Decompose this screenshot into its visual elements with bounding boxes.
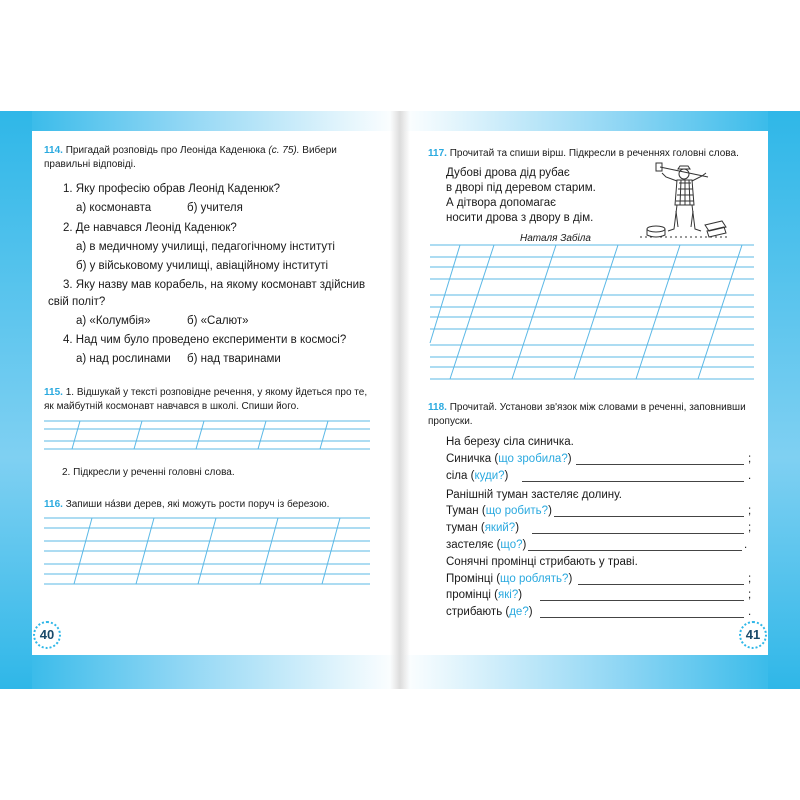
punctuation: . bbox=[744, 539, 748, 551]
ex117-instruction: 117. Прочитай та спиши вірш. Підкресли в реченнях головні слова. bbox=[428, 148, 739, 159]
gutter-shadow bbox=[390, 111, 400, 689]
punctuation: ; bbox=[748, 573, 752, 585]
top-band bbox=[400, 111, 800, 131]
gutter-shadow bbox=[400, 111, 410, 689]
question-2: 2. Де навчався Леонід Каденюк? bbox=[63, 222, 237, 234]
fill-row: Промінці (що роблять?) bbox=[446, 573, 573, 585]
fill-row: застеляє (що?) bbox=[446, 539, 527, 551]
answer-blank[interactable] bbox=[578, 584, 744, 585]
question-3: 3. Яку назву мав корабель, на якому космонавт здійснив bbox=[63, 279, 366, 291]
exercise-number: 117. bbox=[428, 148, 447, 159]
question-3-cont: свій політ? bbox=[48, 296, 106, 308]
ex118-instruction: 118. Прочитай. Установи зв'язок між словами в реченні, заповнивши пропуски. bbox=[428, 402, 746, 427]
sentence-2: Ранішній туман застеляє долину. bbox=[446, 489, 622, 501]
exercise-number: 115. bbox=[44, 387, 63, 398]
punctuation: ; bbox=[748, 505, 752, 517]
fill-row: сіла (куди?) bbox=[446, 470, 509, 482]
answer-blank[interactable] bbox=[532, 533, 744, 534]
left-page bbox=[0, 111, 400, 689]
handwriting-lines-117[interactable] bbox=[430, 243, 754, 387]
punctuation: ; bbox=[748, 522, 752, 534]
poem-line: Дубові дрова дід рубає bbox=[446, 167, 570, 179]
answer-1b[interactable]: б) учителя bbox=[187, 202, 243, 214]
sentence-3: Сонячні промінці стрибають у траві. bbox=[446, 556, 638, 568]
answer-blank[interactable] bbox=[540, 617, 744, 618]
left-frame bbox=[0, 111, 32, 689]
right-frame bbox=[768, 111, 800, 689]
bottom-band bbox=[0, 655, 400, 689]
exercise-number: 116. bbox=[44, 499, 63, 510]
answer-1a[interactable]: а) космонавта bbox=[76, 202, 152, 214]
answer-3b[interactable]: б) «Салют» bbox=[187, 315, 249, 327]
question-1: 1. Яку професію обрав Леонід Каденюк? bbox=[63, 183, 281, 195]
exercise-number: 118. bbox=[428, 402, 447, 413]
poem-line: носити дрова з двору в дім. bbox=[446, 212, 594, 224]
poem-line: в дворі під деревом старим. bbox=[446, 182, 596, 194]
fill-row: стрибають (де?) bbox=[446, 606, 533, 618]
answer-blank[interactable] bbox=[528, 550, 742, 551]
handwriting-lines-116[interactable] bbox=[44, 516, 370, 588]
answer-3a[interactable]: а) «Колумбія» bbox=[76, 315, 151, 327]
handwriting-lines-115[interactable] bbox=[44, 419, 370, 451]
answer-2a[interactable]: а) в медичному училищі, педагогічному інституті bbox=[76, 241, 335, 253]
ex115-task2: 2. Підкресли у реченні головні слова. bbox=[62, 467, 235, 478]
answer-4a[interactable]: а) над рослинами bbox=[76, 353, 171, 365]
punctuation: . bbox=[748, 470, 752, 482]
bottom-band bbox=[400, 655, 800, 689]
punctuation: ; bbox=[748, 589, 752, 601]
answer-2b[interactable]: б) у військовому училищі, авіаційному інституті bbox=[76, 260, 329, 272]
workbook-spread bbox=[0, 111, 800, 689]
answer-4b[interactable]: б) над тваринами bbox=[187, 353, 281, 365]
answer-blank[interactable] bbox=[554, 516, 744, 517]
ex114-instruction: 114. Пригадай розповідь про Леоніда Каденюка (с. 75). Вибери правильні відповіді. bbox=[44, 145, 337, 170]
poem-author: Наталя Забіла bbox=[520, 233, 591, 244]
answer-blank[interactable] bbox=[576, 464, 744, 465]
page-number: 41 bbox=[739, 621, 767, 649]
poem-line: А дітвора допомагає bbox=[446, 197, 556, 209]
exercise-number: 114. bbox=[44, 145, 63, 156]
fill-row: промінці (які?) bbox=[446, 589, 523, 601]
right-page bbox=[400, 111, 800, 689]
answer-blank[interactable] bbox=[540, 600, 744, 601]
ex115-instruction: 115. 1. Відшукай у тексті розповідне речення, у якому йдеться про те, як майбутній космонавт навчався в школі. Спиши його. bbox=[44, 387, 368, 412]
fill-row: Туман (що робить?) bbox=[446, 505, 552, 517]
ex116-instruction: 116. Запиши на́зви дерев, які можуть рости поруч із березою. bbox=[44, 499, 330, 510]
sentence-1: На березу сіла синичка. bbox=[446, 436, 574, 448]
fill-row: туман (який?) bbox=[446, 522, 520, 534]
answer-blank[interactable] bbox=[522, 481, 744, 482]
question-4: 4. Над чим було проведено експерименти в космосі? bbox=[63, 334, 347, 346]
top-band bbox=[0, 111, 400, 131]
page-number: 40 bbox=[33, 621, 61, 649]
grandfather-illustration bbox=[640, 163, 730, 243]
fill-row: Синичка (що зробила?) bbox=[446, 453, 572, 465]
punctuation: . bbox=[748, 606, 752, 618]
punctuation: ; bbox=[748, 453, 752, 465]
